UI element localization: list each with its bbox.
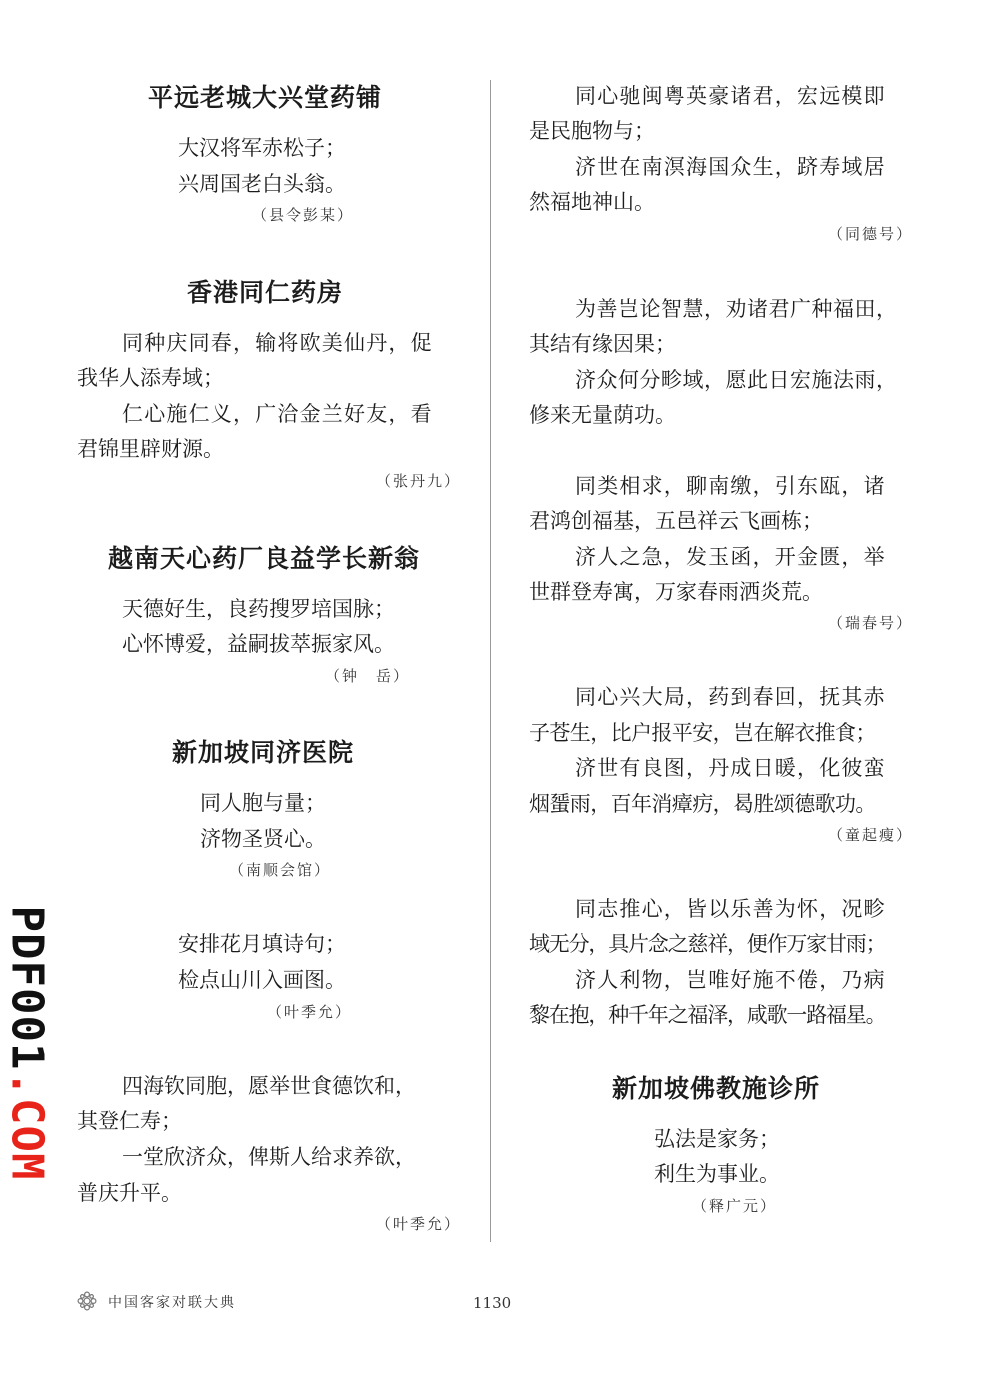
couplet-author: （瑞春号） bbox=[828, 614, 914, 632]
couplet-line: 心怀博爱，益嗣拔萃振家风。 bbox=[122, 632, 395, 656]
couplet-line: 四海钦同胞，愿举世食德饮和， bbox=[122, 1074, 416, 1098]
couplet-line: 我华人添寿域； bbox=[77, 366, 224, 390]
couplet-line: 同心驰闽粤英豪诸君，宏远模即 bbox=[575, 84, 886, 108]
page-number: 1130 bbox=[473, 1294, 512, 1312]
section-title: 新加坡同济医院 bbox=[172, 738, 355, 767]
watermark-text: PDF001 bbox=[1, 905, 53, 1071]
couplet-line: 安排花月填诗句； bbox=[178, 932, 346, 956]
couplet-author: （同德号） bbox=[828, 225, 914, 243]
section-title: 越南天心药厂良益学长新翁 bbox=[108, 544, 421, 573]
couplet-line: 天德好生，良药搜罗培国脉； bbox=[122, 597, 395, 621]
couplet-line: 黎在抱，种千年之福泽，咸歌一路福星。 bbox=[529, 1003, 886, 1027]
couplet-line: 同种庆同春，输将欧美仙丹，促 bbox=[122, 331, 433, 355]
couplet-line: 一堂欣济众，俾斯人给求养欲， bbox=[122, 1145, 416, 1169]
couplet-author: （南顺会馆） bbox=[229, 861, 332, 879]
flower-ornament-icon bbox=[76, 1290, 98, 1312]
couplet-line: 然福地神山。 bbox=[529, 190, 655, 214]
couplet-line: 子苍生，比户报平安，岂在解衣推食； bbox=[529, 721, 876, 745]
couplet-line: 济人利物，岂唯好施不倦，乃病 bbox=[575, 968, 886, 992]
couplet-author: （童起瘦） bbox=[828, 826, 914, 844]
couplet-line: 济世有良图，丹成日暖，化彼蛮 bbox=[575, 756, 886, 780]
column-divider bbox=[490, 80, 491, 1242]
couplet-line: 大汉将军赤松子； bbox=[178, 136, 346, 160]
section-title: 香港同仁药房 bbox=[187, 278, 344, 307]
couplet-line: 其结有缘因果； bbox=[529, 332, 676, 356]
couplet-author: （叶季允） bbox=[267, 1003, 353, 1021]
section-title: 新加坡佛教施诊所 bbox=[612, 1074, 821, 1103]
couplet-author: （张丹九） bbox=[376, 472, 462, 490]
couplet-line: 弘法是家务； bbox=[654, 1127, 780, 1151]
couplet-line: 济人之急，发玉函，开金匮，举 bbox=[575, 545, 886, 569]
couplet-line: 利生为事业。 bbox=[654, 1162, 780, 1186]
section-title: 平远老城大兴堂药铺 bbox=[148, 83, 383, 112]
couplet-line: 兴周国老白头翁。 bbox=[178, 172, 346, 196]
couplet-line: 济物圣贤心。 bbox=[200, 827, 326, 851]
couplet-line: 是民胞物与； bbox=[529, 119, 655, 143]
couplet-line: 世群登寿寓，万家春雨洒炎荒。 bbox=[529, 580, 823, 604]
couplet-line: 域无分，具片念之慈祥，便作万家甘雨； bbox=[529, 932, 886, 956]
couplet-line: 修来无量荫功。 bbox=[529, 403, 676, 427]
couplet-line: 君鸿创福基，五邑祥云飞画栋； bbox=[529, 509, 823, 533]
couplet-line: 其登仁寿； bbox=[77, 1109, 182, 1133]
couplet-line: 同人胞与量； bbox=[200, 791, 326, 815]
couplet-author: （钟 岳） bbox=[325, 667, 411, 685]
couplet-line: 济世在南溟海国众生，跻寿域居 bbox=[575, 155, 886, 179]
couplet-line: 济众何分畛域，愿此日宏施法雨， bbox=[575, 368, 898, 392]
couplet-line: 同类相求，聊南缴，引东瓯，诸 bbox=[575, 474, 886, 498]
couplet-line: 检点山川入画图。 bbox=[178, 968, 346, 992]
couplet-author: （叶季允） bbox=[376, 1215, 462, 1233]
couplet-line: 仁心施仁义，广洽金兰好友，看 bbox=[122, 402, 433, 426]
couplet-line: 君锦里辟财源。 bbox=[77, 437, 224, 461]
couplet-author: （释广元） bbox=[692, 1197, 778, 1215]
couplet-line: 为善岂论智慧，劝诸君广种福田， bbox=[575, 297, 898, 321]
couplet-line: 普庆升平。 bbox=[77, 1181, 182, 1205]
book-title: 中国客家对联大典 bbox=[108, 1295, 236, 1311]
watermark-domain: .COM bbox=[1, 1070, 53, 1181]
couplet-author: （县令彭某） bbox=[252, 206, 355, 224]
couplet-line: 同志推心，皆以乐善为怀，况畛 bbox=[575, 897, 886, 921]
couplet-line: 烟蜑雨，百年消瘴疠，曷胜颂德歌功。 bbox=[529, 792, 876, 816]
watermark bbox=[2, 906, 53, 1181]
couplet-line: 同心兴大局，药到春回，抚其赤 bbox=[575, 685, 886, 709]
